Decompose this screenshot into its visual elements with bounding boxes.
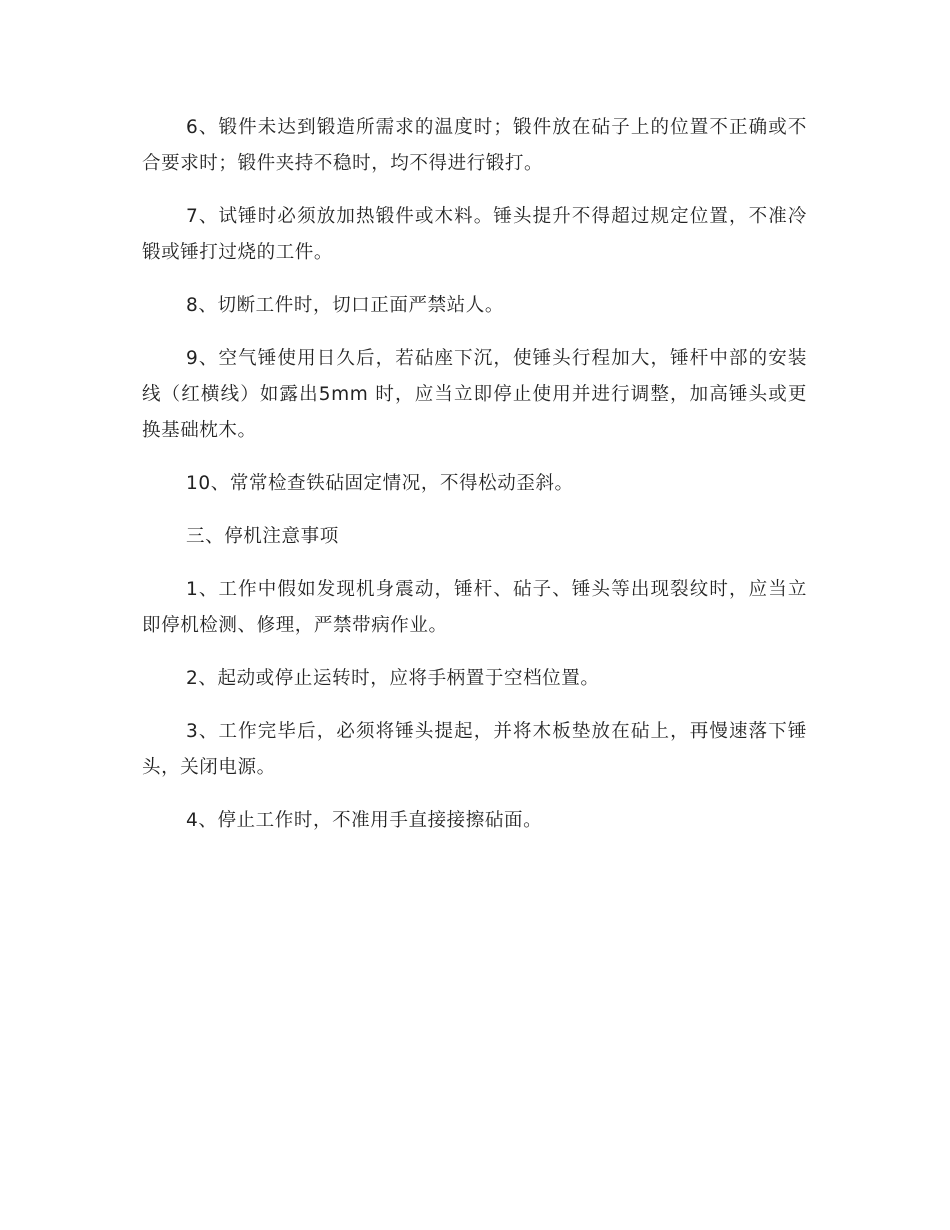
- section-heading: 三、停机注意事项: [186, 526, 339, 547]
- paragraph-item-7: 7、试锤时必须放加热锻件或木料。锤头提升不得超过规定位置，不准冷锻或锤打过烧的工件。: [142, 206, 807, 263]
- paragraph-item-10: 10、常常检查铁砧固定情况，不得松动歪斜。: [186, 473, 574, 494]
- paragraph-item-3: 3、工作完毕后，必须将锤头提起，并将木板垫放在砧上，再慢速落下锤头，关闭电源。: [142, 721, 807, 778]
- paragraph-item-2: 2、起动或停止运转时，应将手柄置于空档位置。: [186, 668, 600, 689]
- paragraph-item-1: 1、工作中假如发现机身震动，锤杆、砧子、锤头等出现裂纹时，应当立即停机检测、修理，严禁带病作业。: [142, 579, 807, 636]
- document-body: [142, 110, 807, 856]
- paragraph-item-9: 9、空气锤使用日久后，若砧座下沉，使锤头行程加大，锤杆中部的安装线（红横线）如露出5mm 时，应当立即停止使用并进行调整，加高锤头或更换基础枕木。: [142, 348, 807, 441]
- paragraph-item-4: 4、停止工作时，不准用手直接接擦砧面。: [186, 810, 543, 831]
- paragraph-item-6: 6、锻件未达到锻造所需求的温度时；锻件放在砧子上的位置不正确或不合要求时；锻件夹持不稳时，均不得进行锻打。: [142, 117, 807, 174]
- paragraph-item-8: 8、切断工件时，切口正面严禁站人。: [186, 295, 504, 316]
